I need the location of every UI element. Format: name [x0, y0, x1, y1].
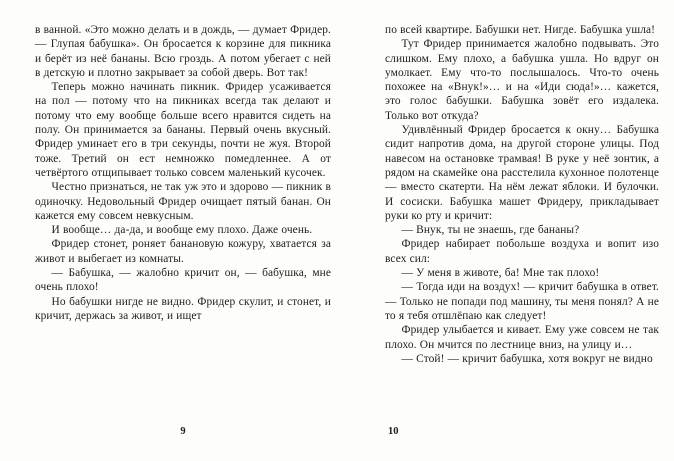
paragraph: Фридер набирает побольше воздуха и вопит изо всех сил: — [385, 238, 659, 265]
paragraph: — Внук, ты не знаешь, где бананы? — [401, 224, 580, 237]
paragraph: Но бабушки нигде не видно. Фридер скулит, и стонет, и кричит, держась за живот, и ищет — [35, 295, 331, 322]
paragraph: по всей квартире. Бабушки нет. Нигде. Бабушка ушла! — [385, 24, 656, 36]
page-left-text — [35, 23, 331, 323]
paragraph: Фридер стонет, роняет банановую кожуру, хватается за живот и выбегает из комнаты. — [35, 238, 331, 265]
page-number-left: 9 — [180, 426, 186, 437]
paragraph: Фридер улыбается и кивает. Ему уже совсем не так плохо. Он мчится по лестнице вниз, на улицу и… — [385, 324, 659, 351]
paragraph: Теперь можно начинать пикник. Фридер усаживается на пол — потому что на пикниках всегда так делают и потому что ему вообще больше всего нравится сидеть на полу. Он принимается за бананы. Первый очень вкусный. Фридер уминает его в три секунды, почти не жуя. Второй тоже. Третий он ест немножко помедленнее. А от четвёртого отщипывает только совсем маленький кусочек. — [35, 81, 331, 179]
paragraph: в ванной. «Это можно делать и в дождь, — думает Фридер. — Глупая бабушка». Он бросается к корзине для пикника и берёт из неё бананы. Всю гроздь. А потом убегает с ней в детскую и плотно закрывает за собой дверь. Вот так! — [35, 24, 331, 79]
paragraph: — Стой! — кричит бабушка, хотя вокруг не видно — [401, 352, 653, 365]
page-right-text — [385, 23, 659, 366]
paragraph: Удивлённый Фридер бросается к окну… Бабушка сидит напротив дома, на другой стороне улицы. Под навесом на остановке трамвая! В руке у неё зонтик, а рядом на скамейке она расстелила кухонное полотенце — вместо скатерти. На нём лежат яблоки. И булочки. И сосиски. Бабушка машет Фридеру, прикладывает руки ко рту и кричит: — [385, 124, 659, 222]
paragraph: — У меня в животе, ба! Мне так плохо! — [401, 267, 600, 280]
paragraph: Тут Фридер принимается жалобно подвывать. Это слишком. Ему плохо, а бабушка ушла. Но вдруг он умолкает. Ему что-то послышалось. Что-то очень похожее на «Внук!»… и на «Иди сюда!»… кажется, это голос бабушки. Бабушка зовёт его издалека. Только вот откуда? — [385, 38, 659, 122]
page-left — [35, 23, 331, 461]
paragraph: Честно признаться, не так уж это и здорово — пикник в одиночку. Недовольный Фридер очищает пятый банан. Он кажется ему совсем невкусным. — [35, 181, 331, 222]
paragraph: — Тогда иди на воздух! — кричит бабушка в ответ. — Только не попади под машину, ты меня понял? А не то я тебя отшлёпаю как следует! — [385, 281, 659, 322]
paragraph: — Бабушка, — жалобно кричит он, — бабушка, мне очень плохо! — [35, 267, 331, 294]
page-right — [385, 23, 659, 461]
paragraph: И вообще… да-да, и вообще ему плохо. Даже очень. — [51, 224, 313, 237]
page-number-right: 10 — [388, 426, 399, 437]
